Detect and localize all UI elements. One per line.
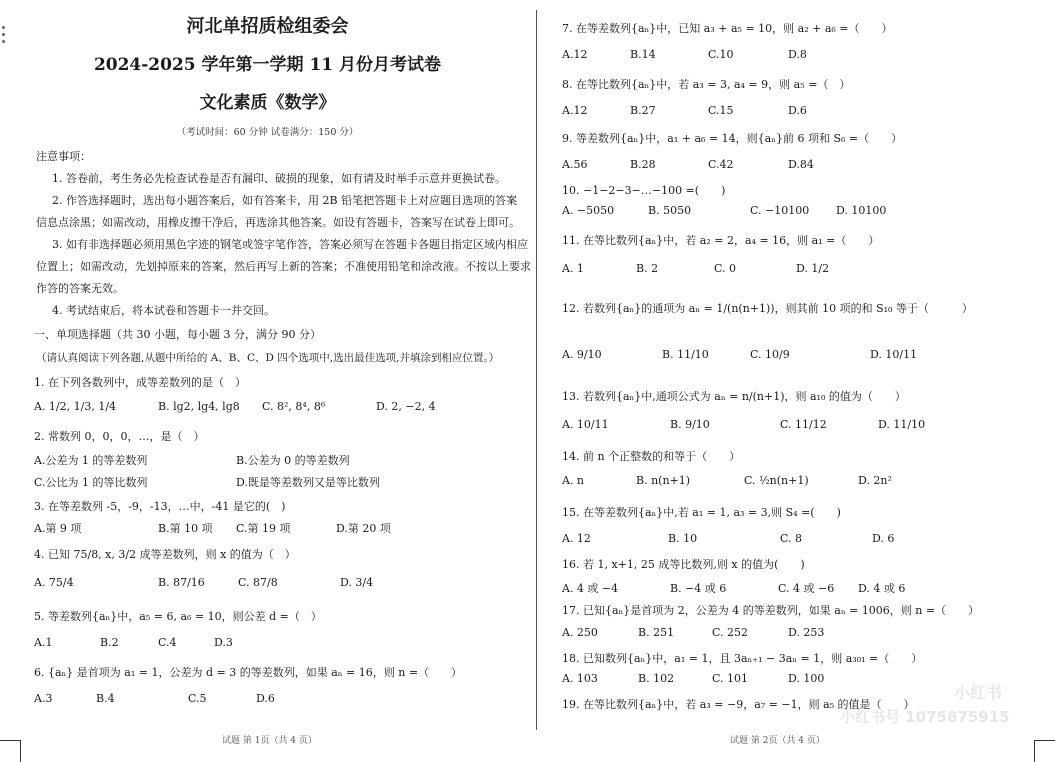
option: C. 101 (712, 672, 749, 685)
question-stem: 3. 在等差数列 -5，-9，-13，…中，-41 是它的( ) (34, 500, 286, 513)
watermark-logo: 小红书 (954, 683, 1003, 702)
option: B. 5050 (648, 204, 692, 217)
option: A. n (562, 474, 585, 487)
question-stem: 5. 等差数列{aₙ}中，a₅ = 6, a₆ = 10，则公差 d =（ ） (34, 610, 322, 623)
page-footer: 试题 第 1页（共 4 页） (222, 736, 317, 746)
crop-mark (1035, 740, 1055, 741)
option: D. 10100 (836, 204, 887, 217)
option: A.12 (562, 104, 588, 117)
option: D. 10/11 (870, 348, 918, 361)
option: C. 0 (714, 262, 737, 275)
question-stem: 13. 若数列{aₙ}中,通项公式为 aₙ = n/(n+1)，则 a₁₀ 的值为（ ） (562, 390, 906, 403)
option: A. 103 (562, 672, 598, 685)
option: C. 8², 8⁴, 8⁶ (262, 400, 326, 413)
question-stem: 18. 已知数列{aₙ}中，a₁ = 1，且 3aₙ₊₁ − 3aₙ = 1，则 a₃₀₁ =（ ） (562, 652, 923, 665)
exam-title: 2024-2025 学年第一学期 11 月份月考试卷 (93, 55, 442, 75)
note-line: 作答的答案无效。 (36, 282, 124, 295)
option: B.14 (630, 48, 656, 61)
note-line: 信息点涂黑；如需改动，用橡皮擦干净后，再选涂其他答案。如设有答题卡，答案写在试卷上即可。 (36, 216, 520, 229)
note-line: 1. 答卷前，考生务必先检查试卷是否有漏印、破损的现象，如有请及时举手示意并更换试卷。 (52, 172, 506, 185)
option: C. 11/12 (780, 418, 827, 431)
option: B. n(n+1) (636, 474, 691, 487)
option: B.2 (100, 636, 119, 649)
option: D. 2, −2, 4 (376, 400, 436, 413)
question-stem: 16. 若 1, x+1, 25 成等比数列,则 x 的值为( ) (562, 558, 805, 571)
option: D. 253 (788, 626, 825, 639)
option: D.第 20 项 (336, 522, 391, 535)
option: D. 4 或 6 (858, 582, 906, 595)
page-divider (536, 10, 537, 730)
question-stem: 6. {aₙ} 是首项为 a₁ = 1，公差为 d = 3 的等差数列，如果 aₙ = 16，则 n =（ ） (34, 666, 463, 679)
exam-info: （考试时间：60 分钟 试卷满分：150 分） (176, 127, 359, 138)
question-stem: 19. 在等比数列{aₙ}中，若 a₃ = −9，a₇ = −1，则 a₅ 的值是（ ） (562, 698, 915, 711)
option: D. 3/4 (340, 576, 374, 589)
notes-title: 注意事项： (36, 150, 91, 163)
option: C.公比为 1 的等比数列 (34, 476, 148, 489)
option: D. 2n² (858, 474, 892, 487)
crop-mark (1034, 740, 1035, 762)
question-stem: 17. 已知{aₙ}是首项为 2，公差为 4 的等差数列，如果 aₙ = 1006，则 n =（ ） (562, 604, 980, 617)
question-stem: 14. 前 n 个正整数的和等于（ ） (562, 450, 741, 463)
option: C. 87/8 (238, 576, 278, 589)
org-title: 河北单招质检组委会 (186, 16, 349, 37)
option: A. 9/10 (562, 348, 602, 361)
subject-title: 文化素质《数学》 (199, 93, 336, 113)
option: A. 1/2, 1/3, 1/4 (34, 400, 117, 413)
section-title: 一、单项选择题（共 30 小题，每小题 3 分，满分 90 分） (34, 328, 321, 341)
option: B. 2 (636, 262, 659, 275)
option: A. 75/4 (34, 576, 74, 589)
note-line: 4. 考试结束后，将本试卷和答题卡一并交回。 (52, 304, 275, 317)
crop-mark (0, 740, 20, 741)
option: C. 252 (712, 626, 749, 639)
option: A. 10/11 (562, 418, 609, 431)
question-stem: 9. 等差数列{aₙ}中，a₁ + a₆ = 14，则{aₙ}前 6 项和 S₆ =（ ） (562, 132, 903, 145)
option: C.15 (708, 104, 734, 117)
option: A. 4 或 −4 (562, 582, 619, 595)
option: D. 11/10 (878, 418, 926, 431)
option: C. −10100 (750, 204, 810, 217)
option: A. −5050 (562, 204, 615, 217)
question-stem: 15. 在等差数列{aₙ}中,若 a₁ = 1, a₃ = 3,则 S₄ =( ) (562, 506, 841, 519)
option: D. 1/2 (796, 262, 830, 275)
note-line: 2. 作答选择题时，选出每小题答案后，如有答案卡，用 2B 铅笔把答题卡上对应题目选项的答案 (52, 194, 518, 207)
question-stem: 11. 在等比数列{aₙ}中，若 a₂ = 2，a₄ = 16，则 a₁ =（ ） (562, 234, 880, 247)
option: B.27 (630, 104, 656, 117)
option: C.5 (188, 692, 207, 705)
page-footer: 试题 第 2页（共 4 页） (730, 736, 825, 746)
option: B. 11/10 (662, 348, 709, 361)
watermark-id: 小红书号 1075875915 (840, 708, 1010, 726)
option: C. ½n(n+1) (744, 474, 809, 487)
option: D.6 (256, 692, 275, 705)
option: A.3 (34, 692, 53, 705)
option: B. −4 或 6 (670, 582, 727, 595)
question-stem: 7. 在等差数列{aₙ}中，已知 a₃ + a₅ = 10，则 a₂ + a₆ =（ ） (562, 22, 893, 35)
option: B. 87/16 (158, 576, 205, 589)
option: A. 250 (562, 626, 598, 639)
option: A. 1 (562, 262, 584, 275)
option: C. 8 (780, 532, 803, 545)
option: B.公差为 0 的等差数列 (236, 454, 350, 467)
option: A.1 (34, 636, 53, 649)
question-stem: 2. 常数列 0，0，0，…，是（ ） (34, 430, 205, 443)
option: C.第 19 项 (236, 522, 291, 535)
question-stem: 12. 若数列{aₙ}的通项为 aₙ = 1/(n(n+1))，则其前 10 项的和 S₁₀ 等于（ ） (562, 302, 973, 315)
option: A. 12 (562, 532, 591, 545)
option: B.4 (96, 692, 115, 705)
option: C. 10/9 (750, 348, 790, 361)
option: B. 251 (638, 626, 675, 639)
option: B.第 10 项 (158, 522, 213, 535)
question-stem: 8. 在等比数列{aₙ}中，若 a₃ = 3, a₄ = 9，则 a₅ =（ ） (562, 78, 851, 91)
option: A.56 (562, 158, 588, 171)
option: B.28 (630, 158, 656, 171)
note-line: 3. 如有非选择题必须用黑色字迹的钢笔或签字笔作答，答案必须写在答题卡各题目指定区域内相应 (52, 238, 528, 251)
option: D.6 (788, 104, 807, 117)
option: B. 102 (638, 672, 675, 685)
option: A.公差为 1 的等差数列 (34, 454, 148, 467)
note-line: 位置上；如需改动，先划掉原来的答案，然后再写上新的答案；不准使用铅笔和涂改液。不按以上要求 (36, 260, 531, 273)
option: A.第 9 项 (34, 522, 82, 535)
option: C.42 (708, 158, 734, 171)
option: C. 4 或 −6 (778, 582, 835, 595)
option: D. 100 (788, 672, 825, 685)
option: B. lg2, lg4, lg8 (158, 400, 240, 413)
option: C.4 (158, 636, 177, 649)
option: A.12 (562, 48, 588, 61)
section-note: （请认真阅读下列各题,从题中所给的 A、B、C、D 四个选项中,选出最佳选项,并填涂到相应位置。） (36, 352, 500, 364)
question-stem: 10. −1−2−3−…−100 =( ) (562, 184, 726, 197)
option: D.8 (788, 48, 807, 61)
option: D. 6 (872, 532, 895, 545)
question-stem: 1. 在下列各数列中，成等差数列的是（ ） (34, 376, 246, 389)
option: C.10 (708, 48, 734, 61)
crop-mark (20, 740, 21, 762)
option: D.84 (788, 158, 814, 171)
option: B. 10 (668, 532, 698, 545)
option: D.3 (214, 636, 233, 649)
question-stem: 4. 已知 75/8, x, 3/2 成等差数列，则 x 的值为（ ） (34, 548, 296, 561)
option: D.既是等差数列又是等比数列 (236, 476, 380, 489)
option: B. 9/10 (670, 418, 710, 431)
